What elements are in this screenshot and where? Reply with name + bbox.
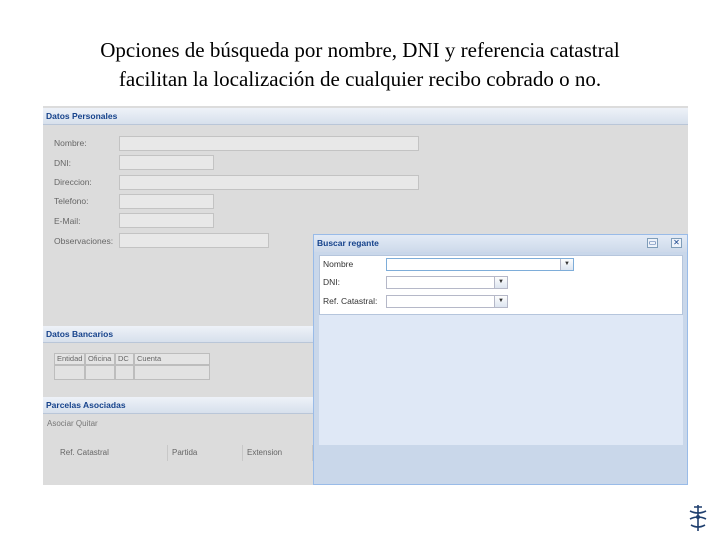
observations-field[interactable]: [119, 233, 269, 248]
parcels-col-extension[interactable]: Extension: [243, 445, 313, 461]
search-dialog: [313, 234, 688, 485]
dni-search-label: DNI:: [323, 277, 340, 287]
app-screenshot: [43, 106, 688, 485]
bank-col-oficina[interactable]: Oficina: [85, 353, 115, 365]
address-field[interactable]: [119, 175, 419, 190]
bank-entidad-cell[interactable]: [54, 365, 85, 380]
name-search-combo[interactable]: [386, 258, 574, 271]
logo-icon: [685, 503, 711, 533]
bank-dc-cell[interactable]: [115, 365, 134, 380]
close-icon[interactable]: ✕: [671, 238, 682, 248]
personal-section-header[interactable]: Datos Personales: [43, 108, 688, 125]
bank-grid: [54, 353, 210, 381]
cadastral-search-label: Ref. Catastral:: [323, 296, 378, 306]
bank-oficina-cell[interactable]: [85, 365, 115, 380]
parcels-col-partida[interactable]: Partida: [168, 445, 243, 461]
chevron-down-icon[interactable]: ▼: [560, 259, 573, 270]
dialog-title[interactable]: Buscar regante: [314, 235, 687, 252]
chevron-down-icon[interactable]: ▼: [494, 296, 507, 307]
parcels-grid-header: [56, 445, 313, 461]
caption-line-1: Opciones de búsqueda por nombre, DNI y referencia catastral: [100, 38, 620, 62]
name-label: Nombre:: [54, 138, 87, 148]
observations-label: Observaciones:: [54, 236, 114, 246]
search-form: [319, 255, 683, 315]
dni-search-combo[interactable]: [386, 276, 508, 289]
phone-field[interactable]: [119, 194, 214, 209]
address-label: Direccion:: [54, 177, 92, 187]
parcels-toolbar[interactable]: Asociar Quitar: [47, 419, 98, 428]
bank-col-entidad[interactable]: Entidad: [54, 353, 85, 365]
parcels-col-ref[interactable]: Ref. Catastral: [56, 445, 168, 461]
maximize-icon[interactable]: ▭: [648, 238, 657, 247]
name-field[interactable]: [119, 136, 419, 151]
bank-col-dc[interactable]: DC: [115, 353, 134, 365]
parcels-section-header[interactable]: Parcelas Asociadas: [43, 397, 688, 414]
dni-field[interactable]: [119, 155, 214, 170]
name-search-label: Nombre: [323, 259, 354, 269]
bank-section-header[interactable]: Datos Bancarios: [43, 326, 688, 343]
bank-cuenta-cell[interactable]: [134, 365, 210, 380]
caption-line-2: facilitan la localización de cualquier recibo cobrado o no.: [118, 67, 602, 91]
phone-label: Telefono:: [54, 196, 89, 206]
dni-label: DNI:: [54, 158, 71, 168]
slide-caption: [0, 36, 720, 94]
dialog-body: [319, 255, 683, 445]
bank-col-cuenta[interactable]: Cuenta: [134, 353, 210, 365]
cadastral-search-combo[interactable]: [386, 295, 508, 308]
email-label: E-Mail:: [54, 216, 81, 226]
chevron-down-icon[interactable]: ▼: [494, 277, 507, 288]
email-field[interactable]: [119, 213, 214, 228]
